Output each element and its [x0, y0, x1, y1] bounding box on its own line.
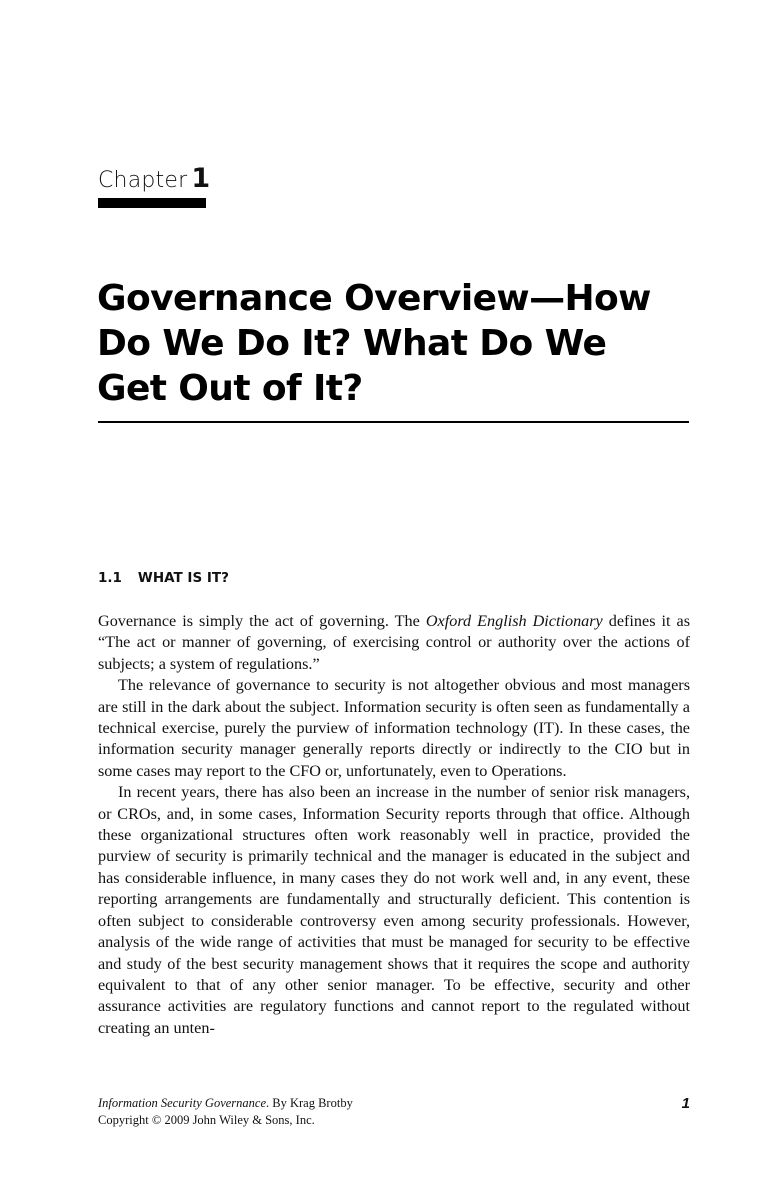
chapter-bar-rule [98, 198, 206, 208]
chapter-word: Chapter [98, 168, 188, 193]
section-number: 1.1 [98, 570, 122, 586]
byline: . By Krag Brotby [266, 1096, 353, 1110]
chapter-title [97, 276, 697, 411]
chapter-label [98, 163, 210, 194]
section-title: WHAT IS IT? [137, 570, 229, 586]
chapter-number: 1 [191, 163, 211, 194]
title-rule [98, 421, 689, 423]
paragraph: The relevance of governance to security is not altogether obvious and most managers are still in the dark about the subject. Information security is often seen as fundamentally a technical exercise, purely the purview of information technology (IT). In these cases, the information security manager generally reports directly or indirectly to the CIO but in some cases may report to the CFO or, unfortunately, even to Operations. [98, 676, 690, 780]
chapter-title-line: Do We Do It? What Do We [97, 323, 607, 364]
footer-citation [98, 1095, 690, 1112]
paragraph-text: Governance is simply the act of governing. The [98, 612, 426, 630]
book-title: Information Security Governance [98, 1096, 267, 1110]
chapter-title-line: Governance Overview—How [97, 278, 651, 319]
dictionary-title: Oxford English Dictionary [425, 612, 603, 630]
page-number: 1 [681, 1095, 690, 1112]
paragraph: In recent years, there has also been an increase in the number of senior risk managers, or CROs, and, in some cases, Information Security reports through that office. Although these organizational structures often work reasonably well in practice, provided the purview of security is primarily technical and the manager is educated in the subject and has considerable influence, in many cases they do not work well and, in any event, these reporting arrangements are fundamentally and structurally deficient. This contention is often subject to considerable controversy even among security professionals. However, analysis of the wide range of activities that must be managed for security to be effective and study of the best security management shows that it requires the scope and authority equivalent to that of any other senior manager. To be effective, security and other assurance activities are regulatory functions and cannot report to the regulated without creating an unten- [98, 783, 690, 1037]
paragraph [98, 611, 690, 675]
section-heading [98, 570, 229, 586]
paragraph-text: defines it as “The act or manner of governing, of exercising control or authority over the actions of subjects; a system of regulations.” [98, 612, 691, 673]
chapter-title-line: Get Out of It? [97, 368, 363, 409]
page-footer [98, 1095, 690, 1129]
copyright: Copyright © 2009 John Wiley & Sons, Inc. [98, 1113, 315, 1127]
body-text [98, 611, 690, 1039]
